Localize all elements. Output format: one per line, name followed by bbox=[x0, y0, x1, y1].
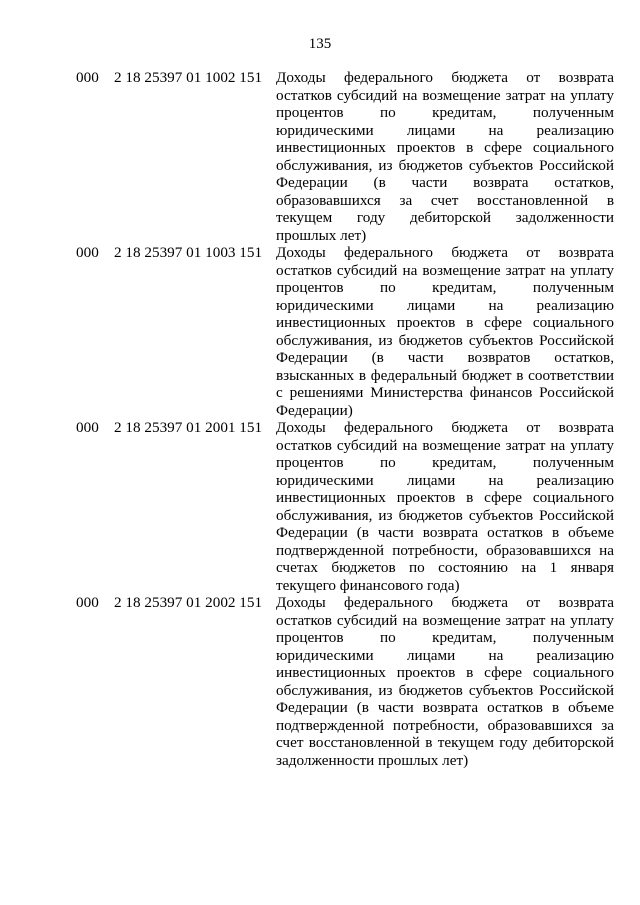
revenue-description: Доходы федерального бюджета от возврата остатков субсидий на возмещение затрат на уплату процентов по кредитам, полученным юридическими лицами на реализацию инвестиционных проектов в сфере социального обслуживания, из бюджетов субъектов Российской Федерации (в части возврата остатков в объеме подтвержденной потребности, образовавшихся на счетах бюджетов по состоянию на 1 января текущего финансового года) bbox=[276, 419, 614, 594]
table-row bbox=[76, 419, 616, 594]
revenue-description: Доходы федерального бюджета от возврата остатков субсидий на возмещение затрат на уплату процентов по кредитам, полученным юридическими лицами на реализацию инвестиционных проектов в сфере социального обслуживания, из бюджетов субъектов Российской Федерации (в части возвратов остатков, взысканных в федеральный бюджет в соответствии с решениями Министерства финансов Российской Федерации) bbox=[276, 244, 614, 419]
budget-classification-code: 2 18 25397 01 1002 151 bbox=[114, 69, 263, 86]
budget-classification-code: 2 18 25397 01 1003 151 bbox=[114, 244, 263, 261]
administrator-code: 000 bbox=[76, 244, 99, 261]
table-row bbox=[76, 244, 616, 419]
revenue-description: Доходы федерального бюджета от возврата остатков субсидий на возмещение затрат на уплату процентов по кредитам, полученным юридическими лицами на реализацию инвестиционных проектов в сфере социального обслуживания, из бюджетов субъектов Российской Федерации (в части возврата остатков, образовавшихся за счет восстановленной в текущем году дебиторской задолженности прошлых лет) bbox=[276, 69, 614, 244]
table-row bbox=[76, 594, 616, 769]
administrator-code: 000 bbox=[76, 419, 99, 436]
page-number: 135 bbox=[308, 36, 332, 52]
table-row bbox=[76, 69, 616, 244]
administrator-code: 000 bbox=[76, 69, 99, 86]
budget-code-table bbox=[76, 69, 616, 769]
budget-classification-code: 2 18 25397 01 2001 151 bbox=[114, 419, 263, 436]
administrator-code: 000 bbox=[76, 594, 99, 611]
revenue-description: Доходы федерального бюджета от возврата остатков субсидий на возмещение затрат на уплату процентов по кредитам, полученным юридическими лицами на реализацию инвестиционных проектов в сфере социального обслуживания, из бюджетов субъектов Российской Федерации (в части возврата остатков в объеме подтвержденной потребности, образовавшихся за счет восстановленной в текущем году дебиторской задолженности прошлых лет) bbox=[276, 594, 614, 769]
budget-classification-code: 2 18 25397 01 2002 151 bbox=[114, 594, 263, 611]
